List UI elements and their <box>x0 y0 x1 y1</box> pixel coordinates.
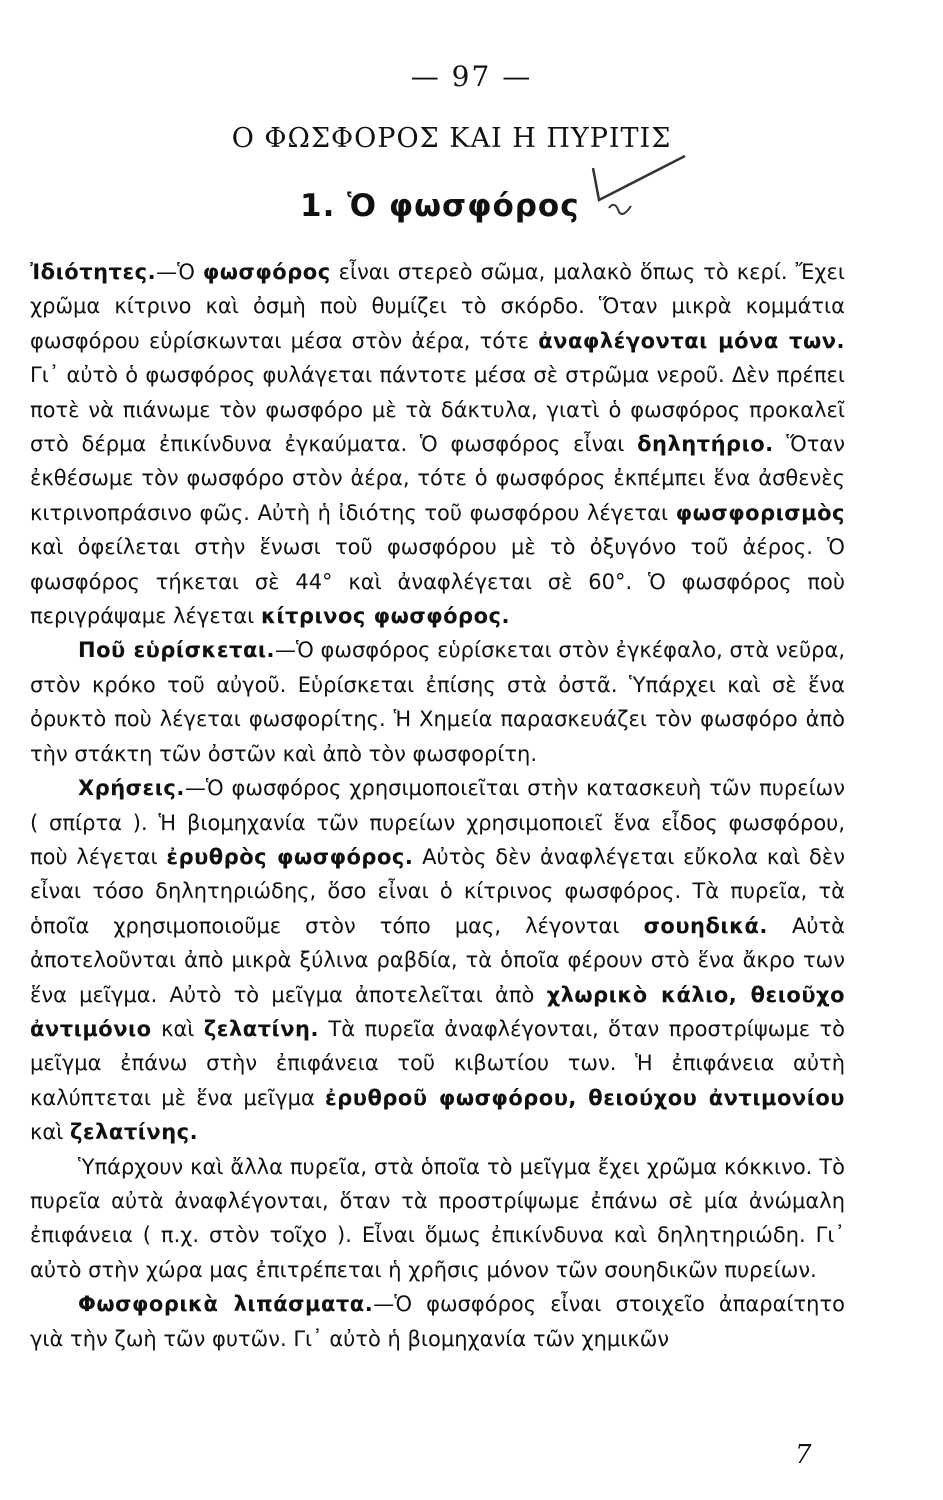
section-title: 1. Ὁ φωσφόρος <box>300 188 580 224</box>
paragraph-uses <box>30 771 845 1149</box>
text-run: Αὐτὰ ἀποτελοῦνται ἀπὸ μικρὰ ξύλινα ραβδία, τὰ ὁποῖα φέρουν στὸ ἕνα ἄκρο των ἕνα μεῖγμα. Αὐτὸ τὸ μεῖγμα ἀποτελεῖται ἀπὸ <box>30 913 846 1007</box>
bold-term: φωσφορισμὸς <box>675 500 845 525</box>
text-run: Τὰ πυρεῖα ἀναφλέγονται, ὅταν προστρίψωμε τὸ μεῖγμα ἐπάνω στὴν ἐπιφάνεια τοῦ κιβωτίου των. Ἡ ἐπιφάνεια αὐτὴ καλύπτεται μὲ ἕνα μεῖγμα <box>30 1016 845 1110</box>
text-run: —Ὁ φωσφόρος εὑρίσκεται στὸν ἐγκέφαλο, στὰ νεῦρα, στὸν κρόκο τοῦ αὐγοῦ. Εὑρίσκεται ἐπίσης στὰ ὀστᾶ. Ὑπάρχει καὶ σὲ ἕνα ὀρυκτὸ ποὺ λέγεται φωσφορίτης. Ἡ Χημεία παρασκευάζει τὸν φωσφόρο ἀπὸ τὴν στάκτη τῶν ὀστῶν καὶ ἀπὸ τὸν φωσφορίτη. <box>30 638 845 766</box>
text-run: καὶ <box>30 1120 71 1145</box>
bold-term: δηλητήριο. <box>637 432 774 457</box>
chapter-title: Ο ΦΩΣΦΟΡΟΣ ΚΑΙ Η ΠΥΡΙΤΙΣ <box>231 123 672 154</box>
paragraph-where-found <box>30 633 845 771</box>
text-run: Γι᾽ αὐτὸ ὁ φωσφόρος φυλάγεται πάντοτε μέσα σὲ στρῶμα νεροῦ. Δὲν πρέπει ποτὲ νὰ πιάνωμε τὸν φωσφόρο μὲ τὰ δάκτυλα, γιατὶ ὁ φωσφόρος προκαλεῖ στὸ δέρμα ἐπικίνδυνα ἐγκαύματα. Ὁ φωσφόρος εἶναι <box>30 363 845 457</box>
bold-term: Χρήσεις. <box>78 776 185 801</box>
bold-term: Φωσφορικὰ λιπάσματα. <box>78 1292 374 1317</box>
bold-term: ἐρυθρὸς φωσφόρος. <box>166 844 414 869</box>
bold-term: χλωρικὸ κάλιο, θειοῦχο ἀντιμόνιο <box>30 982 845 1041</box>
bold-term: κίτρινος φωσφόρος. <box>260 604 510 629</box>
page-number: — 97 — <box>410 60 533 93</box>
paragraph-properties <box>30 255 845 633</box>
paragraph-fertilizers <box>30 1287 845 1356</box>
signature-mark: 7 <box>795 1440 812 1470</box>
text-run: —Ὁ φωσφόρος χρησιμοποιεῖται στὴν κατασκευὴ τῶν πυρείων ( σπίρτα ). Ἡ βιομηχανία τῶν πυρείων χρησιμοποιεῖ ἕνα εἶδος φωσφόρου, ποὺ λέγεται <box>30 776 845 869</box>
text-run: Ὑπάρχουν καὶ ἄλλα πυρεῖα, στὰ ὁποῖα τὸ μεῖγμα ἔχει χρῶμα κόκκινο. Τὸ πυρεῖα αὐτὰ ἀναφλέγονται, ὅταν τὰ προστρίψωμε ἐπάνω σὲ μία ἀνώμαλη ἐπιφάνεια ( π.χ. στὸν τοῖχο ). Εἶναι ὅμως ἐπικίνδυνα καὶ δηλητηριώδη. Γι᾽ αὐτὸ στὴν χώρα μας ἐπιτρέπεται ἡ χρῆσις μόνον τῶν σουηδικῶν πυρείων. <box>30 1154 845 1282</box>
bold-term: σουηδικά. <box>643 913 768 938</box>
bold-term: ζελατίνη. <box>203 1016 319 1041</box>
bold-term: ἐρυθροῦ φωσφόρου, θειούχου ἀντιμονίου <box>325 1085 845 1110</box>
text-run: Ὅταν ἐκθέσωμε τὸν φωσφόρο στὸν ἀέρα, τότε ὁ φωσφόρος ἐκπέμπει ἕνα ἀσθενὲς κιτρινοπράσινο φῶς. Αὐτὴ ἡ ἰδιότης τοῦ φωσφόρου λέγεται <box>30 432 845 525</box>
text-run: εἶναι στερεὸ σῶμα, μαλακὸ ὅπως τὸ κερί. Ἔχει χρῶμα κίτρινο καὶ ὀσμὴ ποὺ θυμίζει τὸ σκόρδο. Ὅταν μικρὰ κομμάτια φωσφόρου εὑρίσκωνται μέσα στὸν ἀέρα, τότε <box>30 260 845 353</box>
bold-term: ζελατίνης. <box>70 1120 199 1145</box>
text-run: καὶ ὀφείλεται στὴν ἕνωσι τοῦ φωσφόρου μὲ τὸ ὀξυγόνο τοῦ ἀέρος. Ὁ φωσφόρος τήκεται σὲ 44° καὶ ἀναφλέγεται σὲ 60°. Ὁ φωσφόρος ποὺ περιγράψαμε λέγεται <box>30 535 845 629</box>
bold-term: Ἰδιότητες. <box>30 260 157 284</box>
text-run: Αὐτὸς δὲν ἀναφλέγεται εὔκολα καὶ δὲν εἶναι τόσο δηλητηριώδης, ὅσο εἶναι ὁ κίτρινος φωσφόρος. Τὰ πυρεῖα, τὰ ὁποῖα χρησιμοποιοῦμε στὸν τόπο μας, λέγονται <box>30 844 845 938</box>
text-run: καὶ <box>151 1016 204 1041</box>
handwritten-check-icon <box>585 150 695 230</box>
bold-term: φωσφόρος <box>202 260 331 284</box>
bold-term: Ποῦ εὑρίσκεται. <box>78 638 276 663</box>
body-text <box>30 255 845 1356</box>
paragraph-other-matches <box>30 1150 845 1288</box>
text-run: —Ὁ φωσφόρος εἶναι στοιχεῖο ἀπαραίτητο γιὰ τὴν ζωὴ τῶν φυτῶν. Γι᾽ αὐτὸ ἡ βιομηχανία τῶν χημικῶν <box>30 1292 845 1351</box>
bold-term: ἀναφλέγονται μόνα των. <box>538 328 845 353</box>
text-run: —Ὁ <box>156 260 203 284</box>
